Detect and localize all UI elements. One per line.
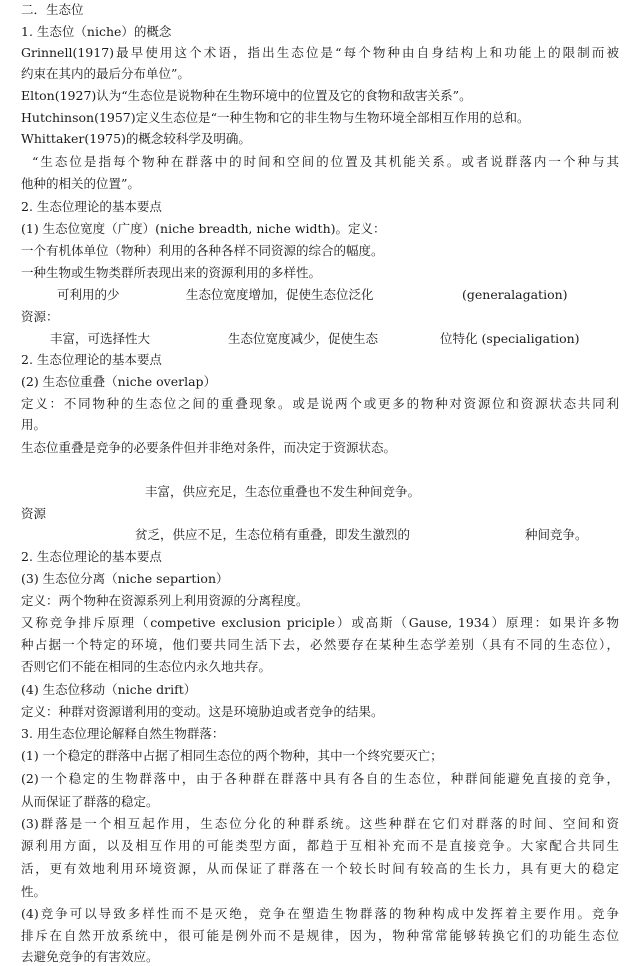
basic-points-heading-2: 2. 生态位理论的基本要点 [21,352,162,367]
point-3-line-2: 源利用方面，以及相互作用的可能类型方面，都趋于互相补充而不是直接竞争。大家配合共同生 [21,838,619,853]
separation-definition: 定义：两个物种在资源系列上利用资源的分离程度。 [21,593,309,608]
overlap-condition: 生态位重叠是竞争的必要条件但并非绝对条件，而决定于资源状态。 [21,440,397,455]
overlap-definition-2: 用。 [21,417,47,432]
generalization-term: (generalagation) [462,287,568,302]
overlap-definition-1: 定义：不同物种的生态位之间的重叠现象。或是说两个或更多的物种对资源位和资源状态共同利 [21,396,619,411]
point-4-line-3: 去避免竞争的有害效应。 [21,949,159,964]
drift-definition: 定义：种群对资源谱利用的变动。这是环境胁迫或者竞争的结果。 [21,704,384,719]
poor-resource-text: 贫乏，供应不足，生态位稍有重叠，即发生激烈的 [135,527,411,542]
specialization-term: 位特化 (specialigation) [440,331,580,346]
resource-rich-label: 丰富，可选择性大 [50,331,151,346]
specialization-text: 生态位宽度减少，促使生态 [228,331,379,346]
basic-points-heading-3: 2. 生态位理论的基本要点 [21,549,162,564]
grinnell-line-2: 约束在其内的最后分布单位”。 [21,66,190,81]
niche-overlap-heading: (2) 生态位重叠（niche overlap） [21,374,217,389]
point-4-line-2: 排斥在自然开放系统中，很可能是例外而不是规律，因为，物种常常能够转换它们的功能生态位 [21,928,619,943]
hutchinson-line: Hutchinson(1957)定义生态位是“一种生物和它的非生物与生物环境全部相互作用的总和。 [21,110,530,125]
point-4-line-1: (4)竞争可以导致多样性而不是灭绝，竞争在塑造生物群落的物种构成中发挥着主要作用。竞争 [21,906,619,921]
rich-resource-text: 丰富，供应充足，生态位重叠也不发生种间竞争。 [145,484,421,499]
point-2-line-1: (2)一个稳定的生物群落中，由于各种群在群落中具有各自的生态位，种群间能避免直接的竞争， [21,771,619,786]
gause-line-3: 否则它们不能在相同的生态位内永久地共存。 [21,659,272,674]
breadth-definition-1: 一个有机体单位（物种）利用的各种各样不同资源的综合的幅度。 [21,243,384,258]
gause-line-1: 又称竞争排斥原理（competive exclusion priciple）或高斯（Gause, 1934）原理：如果许多物 [21,615,619,630]
niche-separation-heading: (3) 生态位分离（niche separtion） [21,571,229,586]
point-3-line-4: 性。 [21,884,47,899]
quote-line-2: 他种的相关的位置”。 [21,176,140,191]
whittaker-line: Whittaker(1975)的概念较科学及明确。 [21,131,251,146]
poor-resource-end: 种间竞争。 [525,527,588,542]
point-3-line-1: (3)群落是一个相互起作用，生态位分化的种群系统。这些种群在它们对群落的时间、空间和资 [21,816,619,831]
grinnell-line-1: Grinnell(1917)最早使用这个术语，指出生态位是“每个物种由自身结构上和功能上的限制而被 [21,45,619,60]
basic-points-heading-1: 2. 生态位理论的基本要点 [21,199,162,214]
resource-scarce-label: 可利用的少 [57,287,120,302]
elton-line: Elton(1927)认为“生态位是说物种在生物环境中的位置及它的食物和敌害关系”。 [21,88,472,103]
community-heading: 3. 用生态位理论解释自然生物群落： [21,726,225,741]
generalization-text: 生态位宽度增加，促使生态位泛化 [186,287,374,302]
niche-drift-heading: (4) 生态位移动（niche drift） [21,682,197,697]
breadth-definition-2: 一种生物或生物类群所表现出来的资源利用的多样性。 [21,265,322,280]
section-heading: 二．生态位 [21,2,84,17]
point-1: (1) 一个稳定的群落中占据了相同生态位的两个物种，其中一个终究要灭亡； [21,748,443,763]
niche-breadth-heading: (1) 生态位宽度（广度）(niche breadth, niche width)。定义： [21,221,386,236]
concept-heading: 1. 生态位（niche）的概念 [21,24,172,39]
gause-line-2: 种占据一个特定的环境，他们要共同生活下去，必然要存在某种生态学差别（具有不同的生态位）， [21,637,619,652]
resource-label: 资源： [21,309,59,324]
point-2-line-2: 从而保证了群落的稳定。 [21,794,159,809]
quote-line-1: “生态位是指每个物种在群落中的时间和空间的位置及其机能关系。或者说群落内一个种与其 [32,154,619,169]
resource-label-2: 资源 [21,506,47,521]
point-3-line-3: 活，更有效地利用环境资源，从而保证了群落在一个较长时间有较高的生长力，具有更大的稳定 [21,861,619,876]
